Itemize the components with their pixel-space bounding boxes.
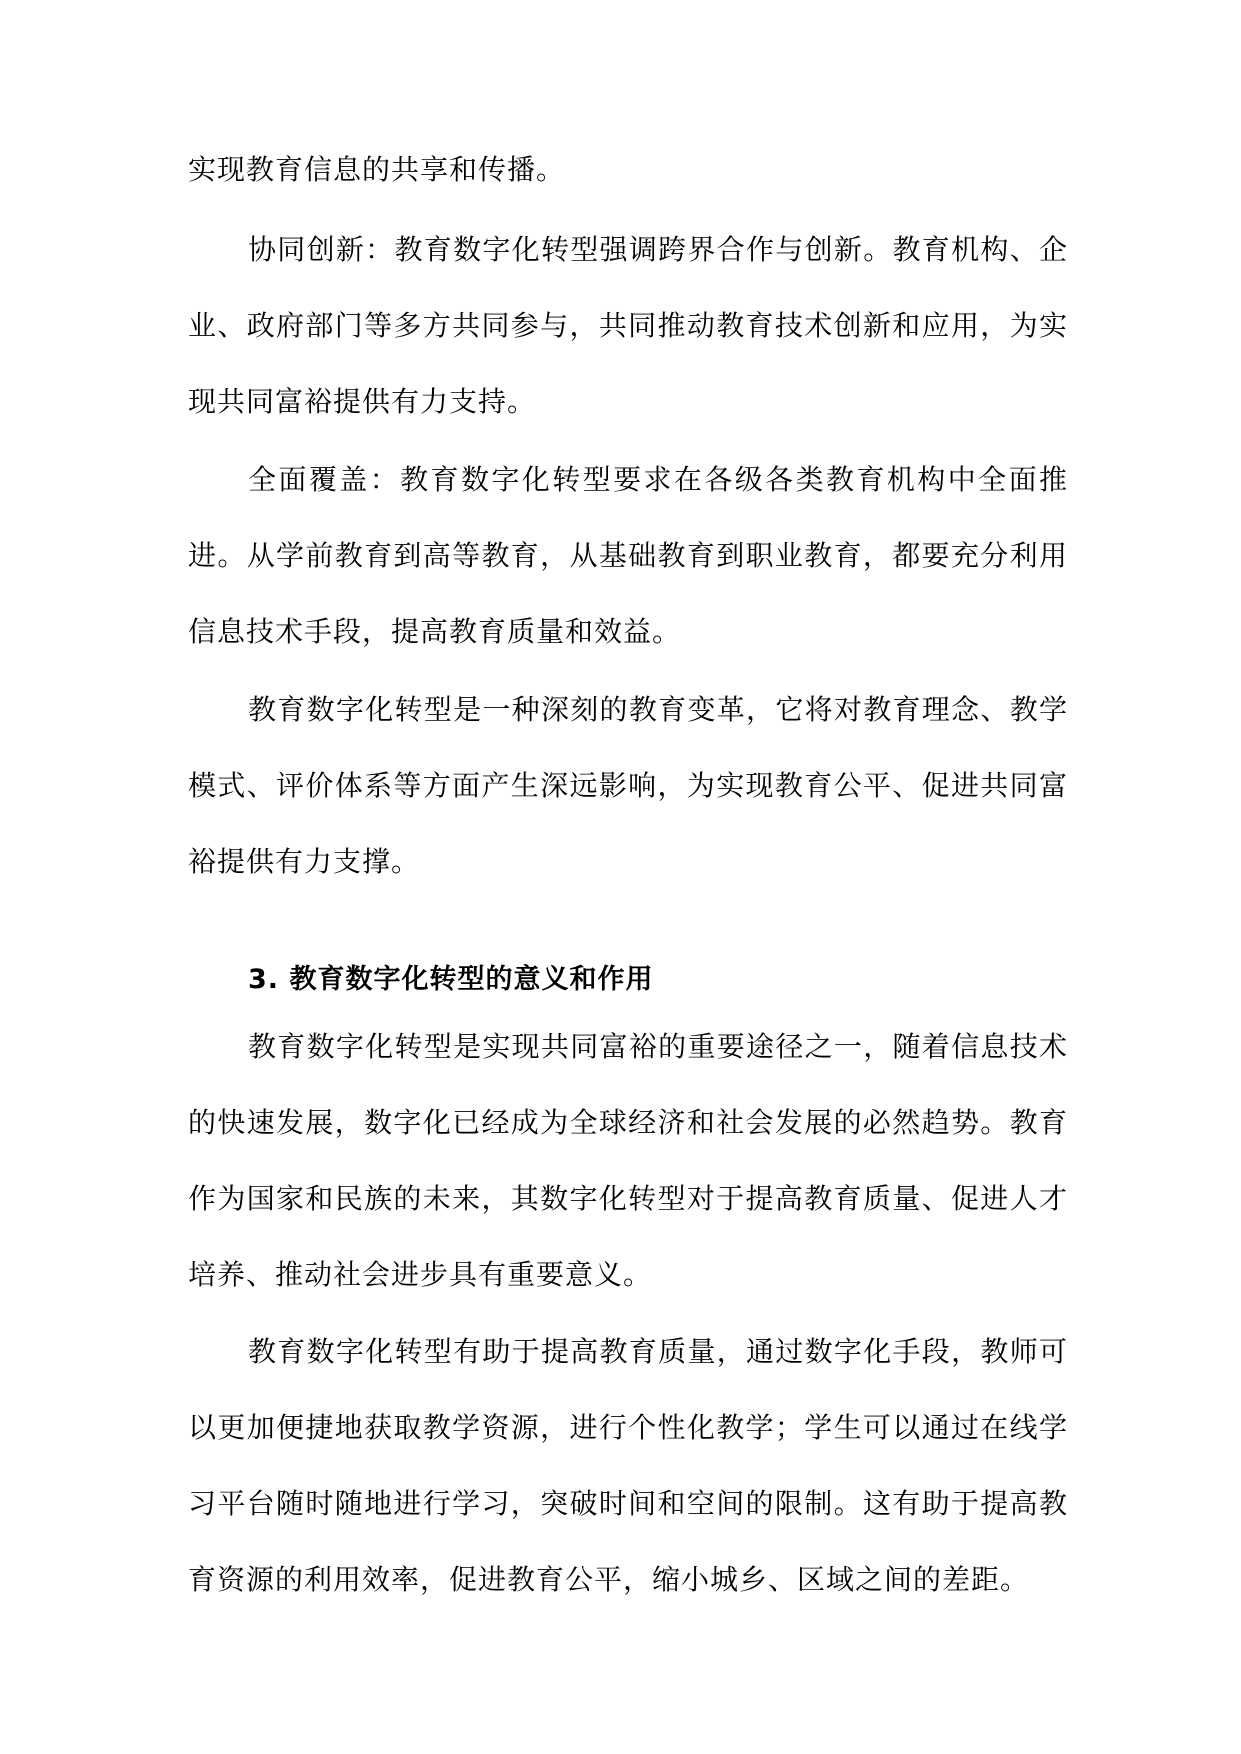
paragraph-transformation-summary: 教育数字化转型是一种深刻的教育变革，它将对教育理念、教学模式、评价体系等方面产生深远影响，为实现教育公平、促进共同富裕提供有力支撑。 [188, 693, 1068, 878]
paragraph-significance: 教育数字化转型是实现共同富裕的重要途径之一，随着信息技术的快速发展，数字化已经成为全球经济和社会发展的必然趋势。教育作为国家和民族的未来，其数字化转型对于提高教育质量、促进人才培养、推动社会进步具有重要意义。 [188, 1030, 1068, 1291]
paragraph-full-coverage: 全面覆盖：教育数字化转型要求在各级各类教育机构中全面推进。从学前教育到高等教育，从基础教育到职业教育，都要充分利用信息技术手段，提高教育质量和效益。 [188, 463, 1068, 648]
section-heading: 3. 教育数字化转型的意义和作用 [248, 964, 654, 995]
paragraph-continuation: 实现教育信息的共享和传播。 [188, 153, 566, 186]
paragraph-quality-improvement: 教育数字化转型有助于提高教育质量，通过数字化手段，教师可以更加便捷地获取教学资源，进行个性化教学；学生可以通过在线学习平台随时随地进行学习，突破时间和空间的限制。这有助于提高教育资源的利用效率，促进教育公平，缩小城乡、区域之间的差距。 [188, 1335, 1068, 1596]
paragraph-collaborative-innovation: 协同创新：教育数字化转型强调跨界合作与创新。教育机构、企业、政府部门等多方共同参与，共同推动教育技术创新和应用，为实现共同富裕提供有力支持。 [188, 233, 1068, 418]
